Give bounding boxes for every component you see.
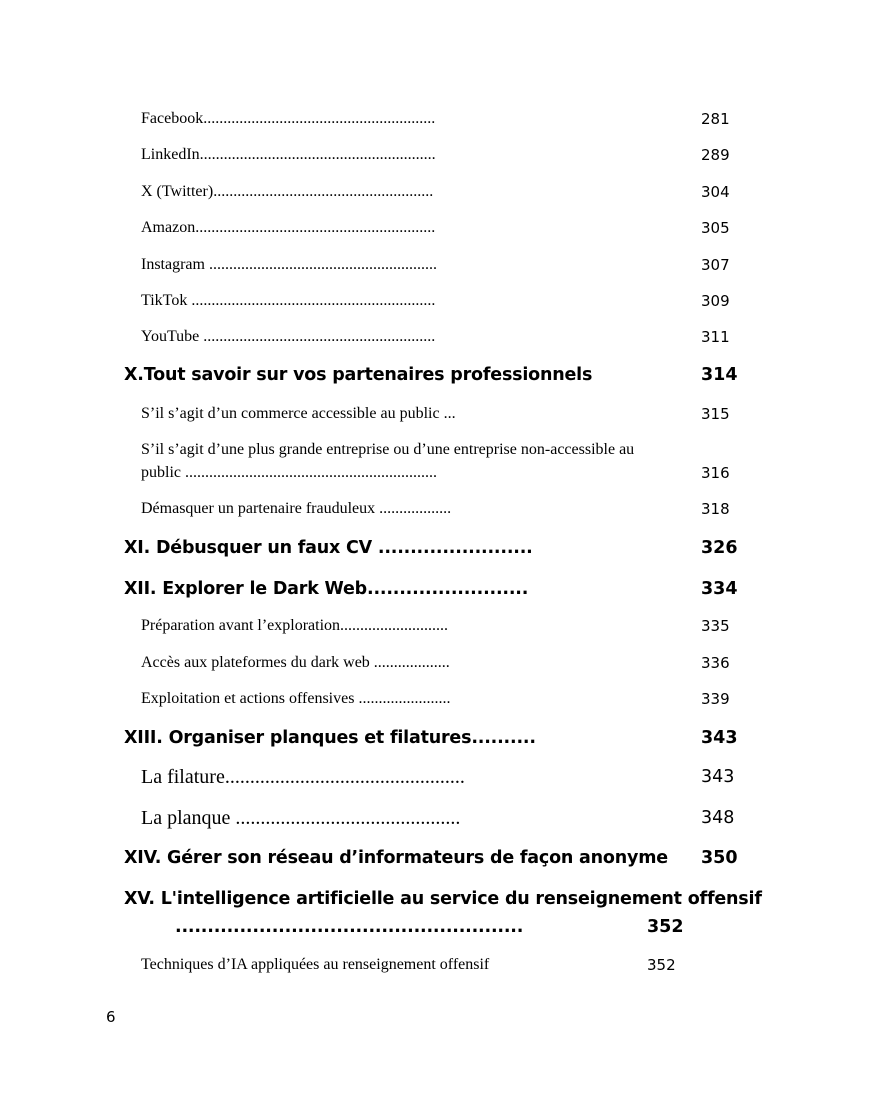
toc-chapter-page-number: 352: [647, 917, 684, 937]
toc-entry-youtube: YouTube ..........................................................: [141, 328, 436, 345]
toc-chapter-page-number: 334: [701, 579, 738, 599]
toc-entry-linkedin: LinkedIn...........................................................: [141, 146, 436, 163]
toc-page-number: 281: [701, 110, 730, 128]
toc-entry-commerce: S’il s’agit d’un commerce accessible au public ...: [141, 405, 456, 422]
toc-entry-exploitation: Exploitation et actions offensives .......................: [141, 690, 451, 707]
toc-page-number: 315: [701, 405, 730, 423]
toc-page-number: 348: [701, 808, 735, 828]
toc-chapter-page-number: 314: [701, 365, 738, 385]
toc-page-number: 335: [701, 617, 730, 635]
toc-entry-acces: Accès aux plateformes du dark web ...................: [141, 654, 450, 671]
toc-chapter-xi: XI. Débusquer un faux CV ........................: [124, 538, 533, 558]
toc-entry-entreprise-line2: public ...............................................................: [141, 464, 437, 481]
toc-entry-instagram: Instagram .........................................................: [141, 256, 437, 273]
toc-page-number: 305: [701, 219, 730, 237]
toc-entry-amazon: Amazon............................................................: [141, 219, 436, 236]
toc-page-number: 339: [701, 690, 730, 708]
toc-chapter-page-number: 326: [701, 538, 738, 558]
toc-entry-x-twitter: X (Twitter).......................................................: [141, 183, 434, 200]
toc-page-number: 336: [701, 654, 730, 672]
page-number: 6: [106, 1008, 116, 1026]
toc-chapter-xii: XII. Explorer le Dark Web.........................: [124, 579, 529, 599]
toc-page-number: 352: [647, 956, 676, 974]
toc-entry-techniques-ia: Techniques d’IA appliquées au renseignement offensif: [141, 956, 490, 973]
toc-entry-entreprise-line1: S’il s’agit d’une plus grande entreprise ou d’une entreprise non-accessible au: [141, 441, 635, 458]
toc-page-number: 316: [701, 464, 730, 482]
toc-chapter-xiii: XIII. Organiser planques et filatures..........: [124, 728, 536, 748]
toc-entry-preparation: Préparation avant l’exploration...........................: [141, 617, 449, 634]
toc-chapter-xv-line1: XV. L'intelligence artificielle au service du renseignement offensif: [124, 889, 762, 909]
toc-entry-frauduleux: Démasquer un partenaire frauduleux ..................: [141, 500, 452, 517]
toc-entry-planque: La planque .............................................: [141, 807, 461, 829]
toc-chapter-xv-line2: ......................................................: [175, 917, 524, 937]
toc-page-number: 343: [701, 767, 735, 787]
toc-page-number: 309: [701, 292, 730, 310]
toc-chapter-page-number: 350: [701, 848, 738, 868]
toc-chapter-x: X.Tout savoir sur vos partenaires professionnels: [124, 365, 593, 385]
toc-page-number: 307: [701, 256, 730, 274]
toc-page-number: 289: [701, 146, 730, 164]
toc-entry-filature: La filature................................................: [141, 766, 465, 788]
toc-chapter-page-number: 343: [701, 728, 738, 748]
toc-page-number: 318: [701, 500, 730, 518]
toc-chapter-xiv: XIV. Gérer son réseau d’informateurs de façon anonyme: [124, 848, 668, 868]
toc-page-number: 304: [701, 183, 730, 201]
toc-page-number: 311: [701, 328, 730, 346]
toc-entry-tiktok: TikTok .............................................................: [141, 292, 436, 309]
toc-entry-facebook: Facebook..........................................................: [141, 110, 436, 127]
